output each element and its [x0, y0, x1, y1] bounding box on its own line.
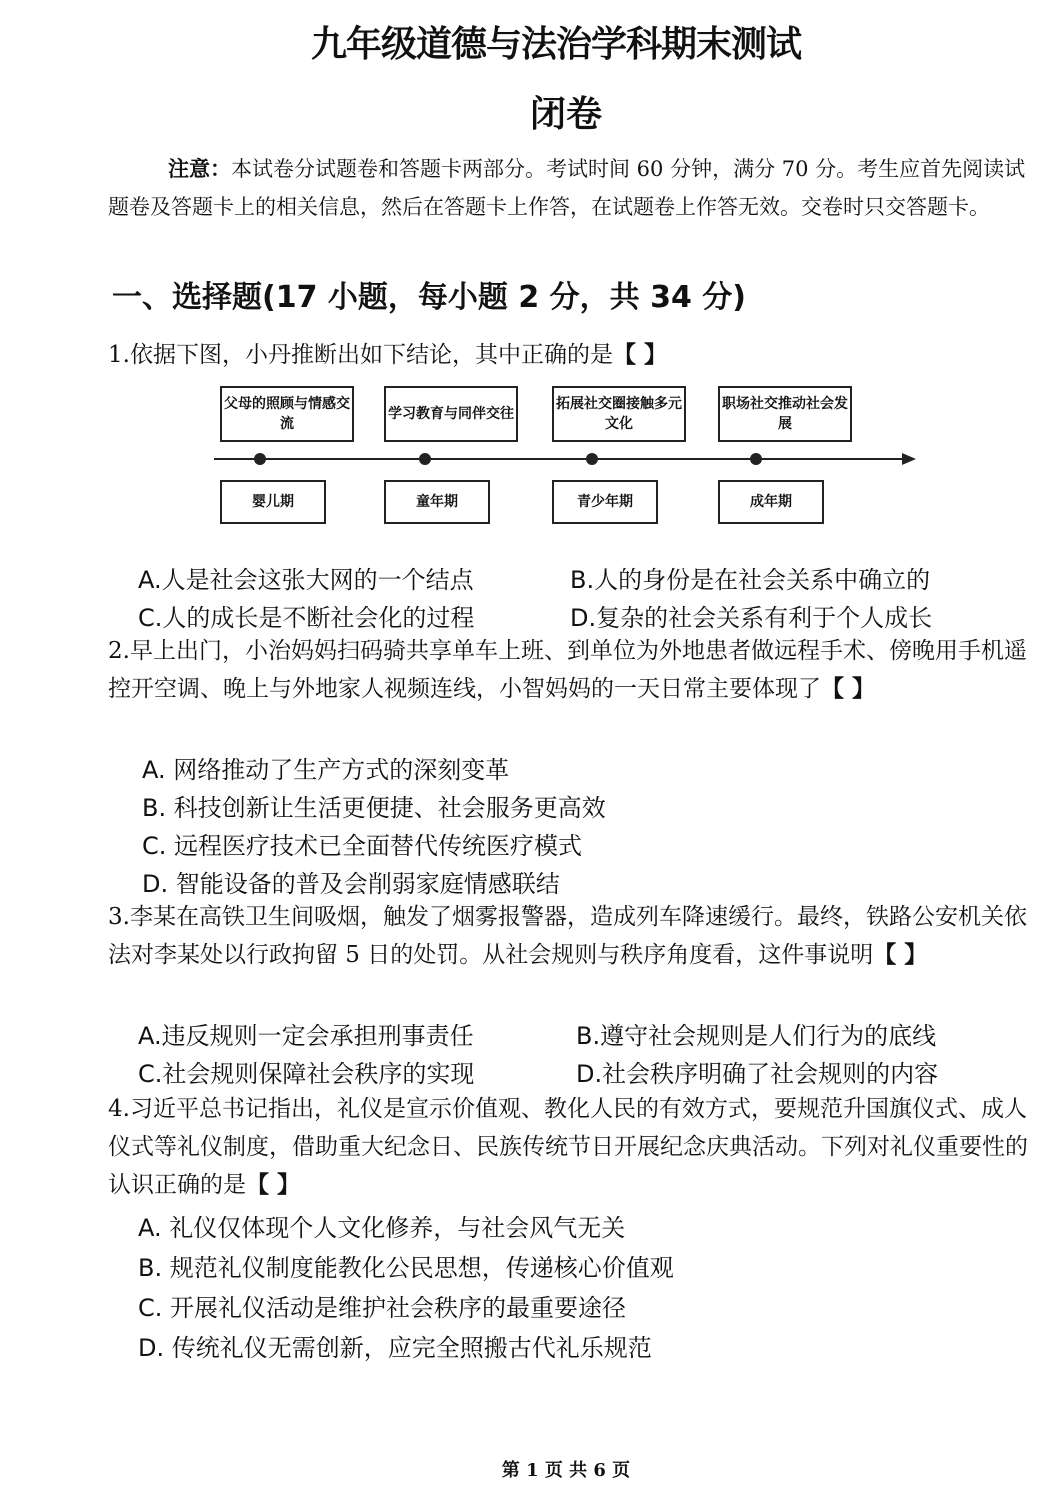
timeline-top-box: 学习教育与同伴交往: [384, 386, 518, 442]
answer-bracket: 【 】: [612, 341, 667, 368]
question-stem-text: 1.依据下图，小丹推断出如下结论，其中正确的是: [108, 342, 613, 368]
answer-bracket: 【 】: [873, 941, 928, 968]
growth-timeline-diagram: [214, 380, 924, 530]
option-a: A.人是社会这张大网的一个结点: [138, 566, 474, 594]
option-b: B.人的身份是在社会关系中确立的: [570, 566, 931, 594]
option-c: C.社会规则保障社会秩序的实现: [138, 1060, 475, 1088]
timeline-dot: [419, 453, 431, 465]
option-c: C. 远程医疗技术已全面替代传统医疗模式: [142, 832, 583, 860]
option-b: B.遵守社会规则是人们行为的底线: [576, 1022, 937, 1050]
answer-bracket: 【 】: [246, 1171, 301, 1198]
timeline-bottom-box: 婴儿期: [220, 480, 326, 524]
section-title: 一、选择题(17 小题，每小题 2 分，共 34 分): [112, 280, 747, 315]
question-3-stem: [108, 898, 1038, 974]
question-stem-text: 4.习近平总书记指出，礼仪是宣示价值观、教化人民的有效方式，要规范升国旗仪式、成人仪式等礼仪制度，借助重大纪念日、民族传统节日开展纪念庆典活动。下列对礼仪重要性的认识正确的是: [108, 1096, 1028, 1198]
question-2-stem: [108, 632, 1038, 708]
timeline-axis: [214, 458, 904, 460]
option-c: C.人的成长是不断社会化的过程: [138, 604, 475, 632]
question-stem-text: 3.李某在高铁卫生间吸烟，触发了烟雾报警器，造成列车降速缓行。最终，铁路公安机关依法对李某处以行政拘留 5 日的处罚。从社会规则与秩序角度看，这件事说明: [108, 904, 1027, 968]
option-d: D.社会秩序明确了社会规则的内容: [576, 1060, 939, 1088]
option-b: B. 规范礼仪制度能教化公民思想，传递核心价值观: [138, 1254, 674, 1282]
option-d: D. 智能设备的普及会削弱家庭情感联结: [142, 870, 560, 898]
notice-text: 本试卷分试题卷和答题卡两部分。考试时间 60 分钟，满分 70 分。考生应首先阅读试题卷及答题卡上的相关信息，然后在答题卡上作答，在试题卷上作答无效。交卷时只交答题卡。: [108, 157, 1026, 219]
notice-label: 注意：: [168, 156, 231, 181]
timeline-bottom-box: 青少年期: [552, 480, 658, 524]
option-d: D.复杂的社会关系有利于个人成长: [570, 604, 933, 632]
option-a: A.违反规则一定会承担刑事责任: [138, 1022, 474, 1050]
exam-title: 九年级道德与法治学科期末测试: [310, 24, 801, 65]
option-c: C. 开展礼仪活动是维护社会秩序的最重要途径: [138, 1294, 627, 1322]
timeline-top-box: 拓展社交圈接触多元文化: [552, 386, 686, 442]
answer-bracket: 【 】: [821, 675, 876, 702]
timeline-dot: [750, 453, 762, 465]
question-stem-text: 2.早上出门，小治妈妈扫码骑共享单车上班、到单位为外地患者做远程手术、傍晚用手机遥控开空调、晚上与外地家人视频连线，小智妈妈的一天日常主要体现了: [108, 638, 1027, 702]
exam-subtitle: 闭卷: [529, 94, 602, 135]
option-a: A. 礼仪仅体现个人文化修养，与社会风气无关: [138, 1214, 626, 1242]
timeline-bottom-box: 童年期: [384, 480, 490, 524]
page-number: 第 1 页 共 6 页: [501, 1460, 631, 1481]
timeline-top-box: 职场社交推动社会发展: [718, 386, 852, 442]
notice-paragraph: [108, 150, 1028, 226]
timeline-top-box: 父母的照顾与情感交流: [220, 386, 354, 442]
option-a: A. 网络推动了生产方式的深刻变革: [142, 756, 510, 784]
timeline-bottom-box: 成年期: [718, 480, 824, 524]
question-4-stem: [108, 1090, 1038, 1204]
option-b: B. 科技创新让生活更便捷、社会服务更高效: [142, 794, 606, 822]
timeline-dot: [586, 453, 598, 465]
question-1-stem: [108, 336, 667, 369]
timeline-arrow-icon: [902, 453, 916, 465]
option-d: D. 传统礼仪无需创新，应完全照搬古代礼乐规范: [138, 1334, 652, 1362]
timeline-dot: [254, 453, 266, 465]
